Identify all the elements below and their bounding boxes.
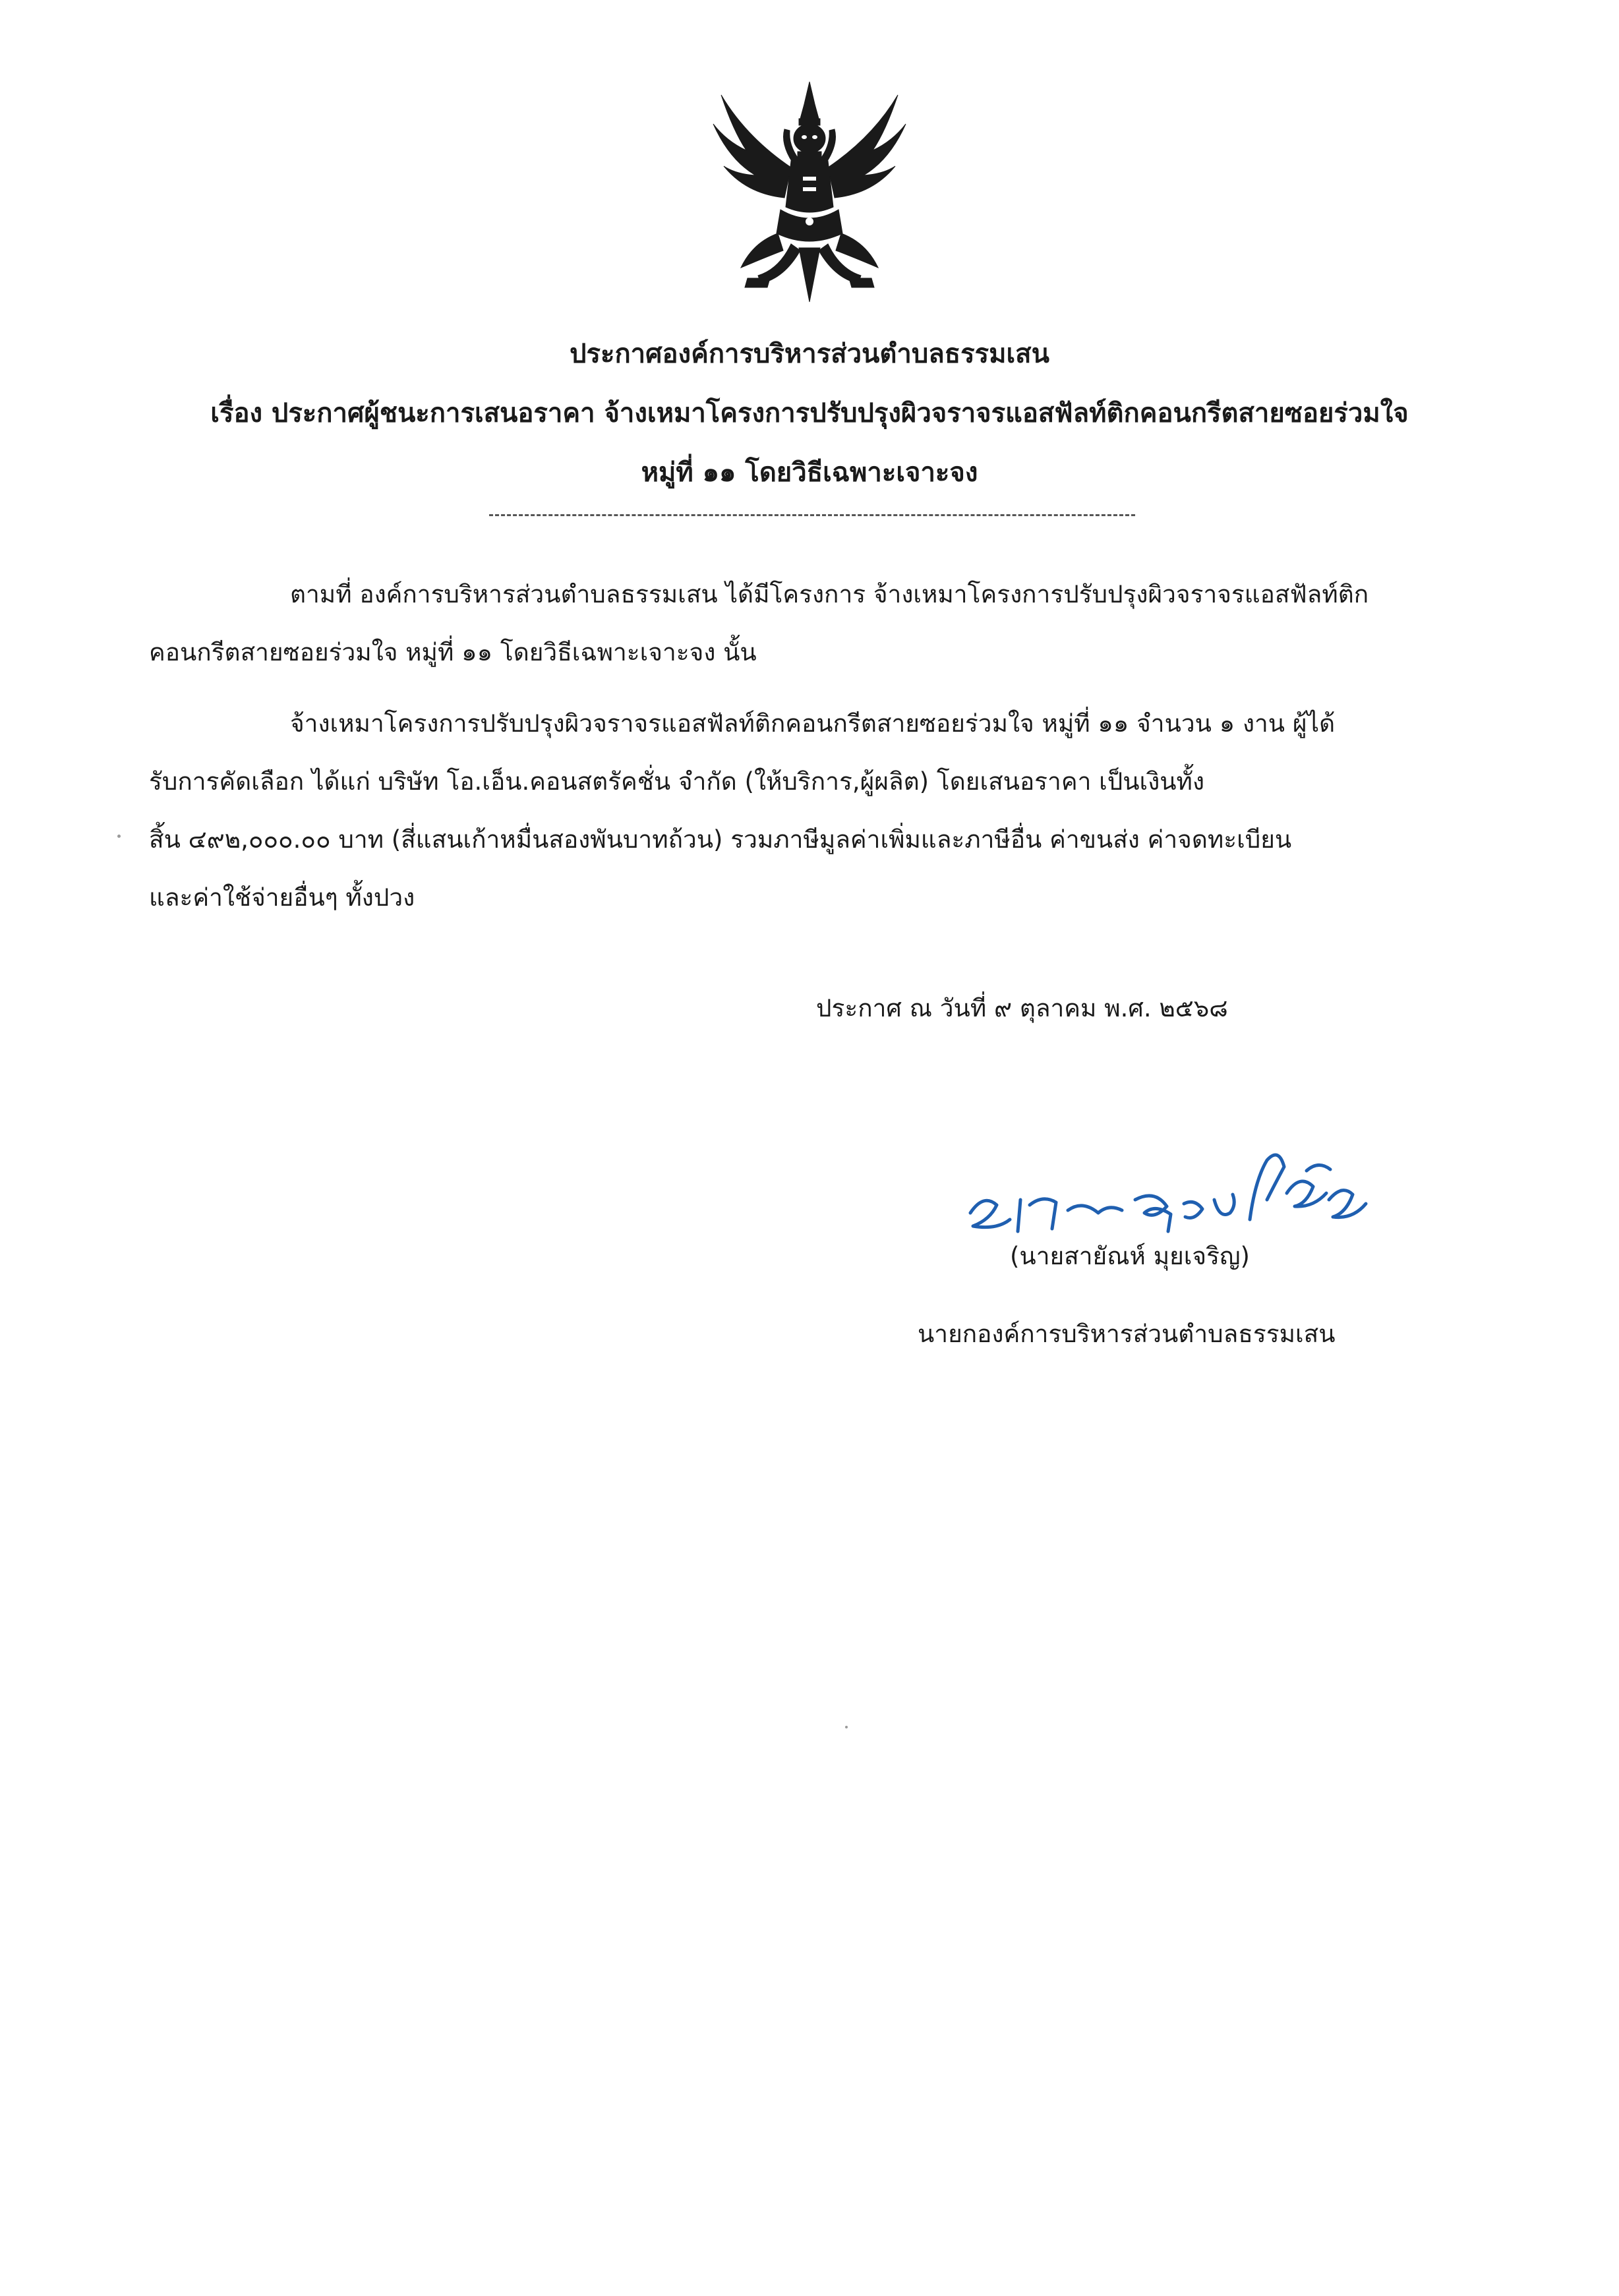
issuer-heading: ประกาศองค์การบริหารส่วนตำบลธรรมเสน [570,339,1049,369]
signer-name: (นายสายัณห์ มุยเจริญ) [1010,1242,1250,1270]
signer-position: นายกองค์การบริหารส่วนตำบลธรรมเสน [918,1320,1336,1348]
announcement-date: ประกาศ ณ วันที่ ๙ ตุลาคม พ.ศ. ๒๕๖๘ [816,994,1228,1022]
paragraph-1-line-1: ตามที่ องค์การบริหารส่วนตำบลธรรมเสน ได้มีโครงการ จ้างเหมาโครงการปรับปรุงผิวจราจรแอสฟัลท์ติก [290,580,1369,608]
paragraph-2-line-3: สิ้น ๔๙๒,๐๐๐.๐๐ บาท (สี่แสนเก้าหมื่นสองพันบาทถ้วน) รวมภาษีมูลค่าเพิ่มและภาษีอื่น ค่าขนส่ง ค่าจดทะเบียน [149,825,1292,854]
subject-heading-line-2: หมู่ที่ ๑๑ โดยวิธีเฉพาะเจาะจง [641,457,978,488]
scan-speck [845,1726,848,1728]
paragraph-2-line-4: และค่าใช้จ่ายอื่นๆ ทั้งปวง [149,883,415,912]
dashed-separator [489,514,1135,516]
scan-speck [117,835,121,838]
paragraph-1-line-2: คอนกรีตสายซอยร่วมใจ หมู่ที่ ๑๑ โดยวิธีเฉพาะเจาะจง นั้น [149,638,757,666]
subject-heading: เรื่อง ประกาศผู้ชนะการเสนอราคา จ้างเหมาโครงการปรับปรุงผิวจราจรแอสฟัลท์ติกคอนกรีตสายซอยร่วมใจ [210,398,1409,428]
garuda-emblem-icon [707,78,912,310]
paragraph-2-line-1: จ้างเหมาโครงการปรับปรุงผิวจราจรแอสฟัลท์ติกคอนกรีตสายซอยร่วมใจ หมู่ที่ ๑๑ จำนวน ๑ งาน ผู้ได้ [290,709,1336,738]
paragraph-2-line-2: รับการคัดเลือก ได้แก่ บริษัท โอ.เอ็น.คอนสตรัคชั่น จำกัด (ให้บริการ,ผู้ผลิต) โดยเสนอราคา เป็นเงินทั้ง [149,767,1205,796]
handwritten-signature-icon [957,1121,1379,1246]
